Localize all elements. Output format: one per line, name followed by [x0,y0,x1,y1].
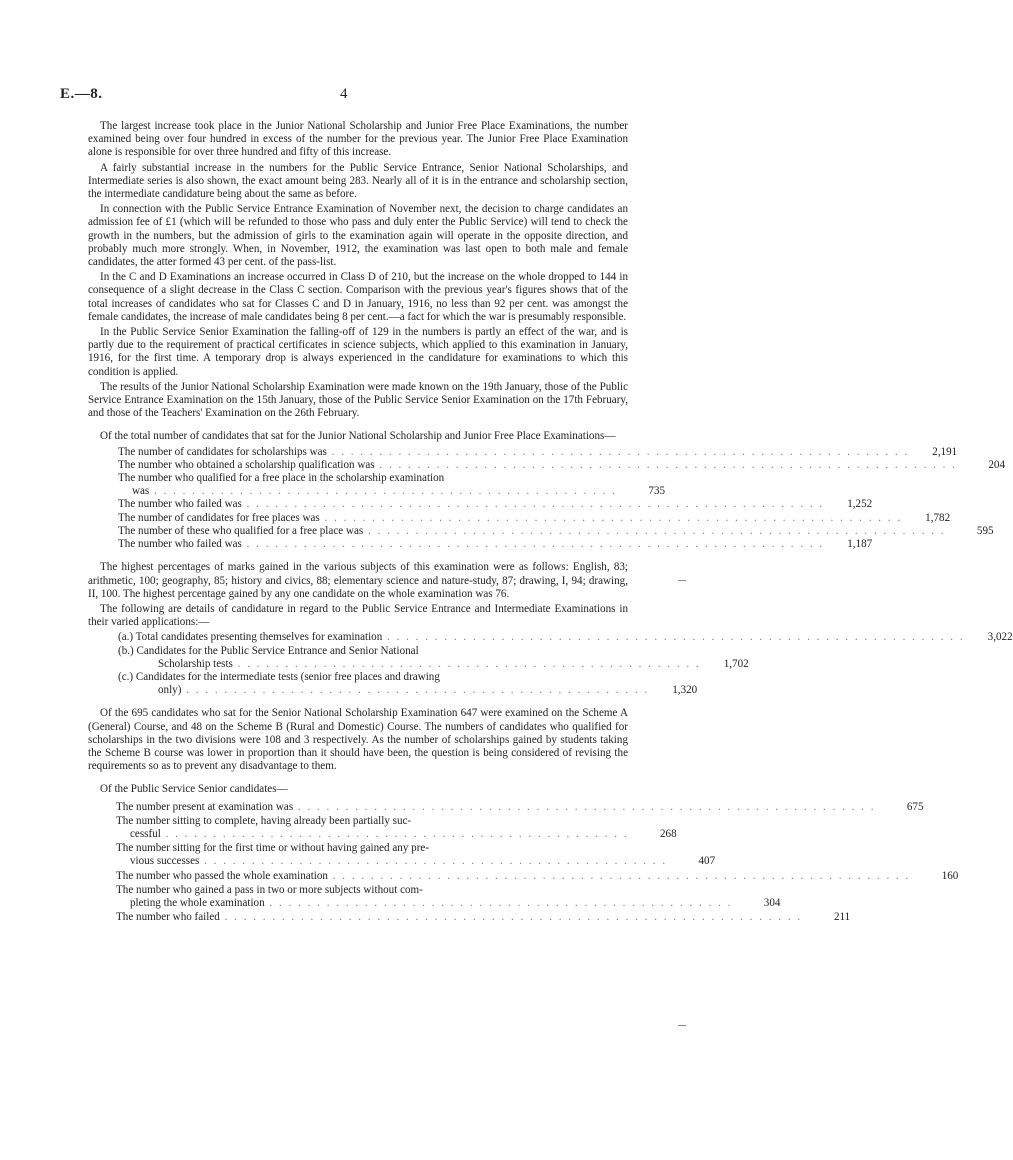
table-row [118,511,951,525]
row-value: 407 [698,855,716,868]
row-label: The number who passed the whole examination . . . [116,870,910,883]
paragraph: In the Public Service Senior Examination the falling-off of 129 in the numbers is partly an effect of the war, and is partly due to the requirement of practical certificates in science subjects, which applied to this examination in January, 1916, for the first time. A temporary drop is always experienced in the candidature for examinations to which this condition is applied. [88,326,628,378]
row-value: 1,782 [925,511,951,524]
table-row [118,644,749,671]
row-label: The number who failed was . . . [118,498,824,511]
row-label: The number present at examination was . . . [116,801,876,814]
details-table [118,631,1013,697]
row-label-line: cessful . . . [116,828,629,841]
row-value: 735 [648,485,666,498]
table-row [116,883,781,910]
row-value: 3,022 [987,631,1013,644]
row-value: 160 [941,869,959,882]
paragraph: In connection with the Public Service Entrance Examination of November next, the decision to charge candidates an admission fee of £1 (which will be refunded to those who pass and duly enter the Public Service) will tend to check the growth in the numbers, but the admission of girls to the examination again will operate in the opposite direction, and probably much more strongly. When, in November, 1912, the examination was last open to both male and female candidates, the atter formed 43 per cent. of the pass-list. [88,203,628,269]
row-value: 1,702 [723,657,749,670]
row-label-line: The number who qualified for a free place in the scholarship examination [118,472,445,485]
table-row [116,842,716,868]
senior-scholarship-paragraph: Of the 695 candidates who sat for the Senior National Scholarship Examination 647 were examined on the Scheme A (General) Course, and 48 on the Scheme B (Rural and Domestic) Course. The numbers of candidates who qualified for scholarships in the two divisions were 108 and 3 respectively. As the number of scholarships gained by students taking the Scheme B course was lower in proportion than it should have been, the question is being considered of revising the requirements so as to prevent any disadvantage to them. [88,707,628,773]
row-label [116,815,629,841]
row-label: The number who failed was . . . [118,538,824,551]
table-row [116,800,924,814]
row-label-line: was . . . [118,485,617,498]
junior-intro: Of the total number of candidates that sat for the Junior National Scholarship and Junior Free Place Examinations— [100,430,616,443]
table-row [118,498,873,511]
margin-mark [678,580,686,581]
row-value: 675 [906,800,924,813]
table-row [116,869,959,883]
row-label: The number who failed . . . [116,911,802,924]
document-body [88,120,1013,925]
row-value: 595 [976,524,994,537]
row-value: 268 [659,827,677,840]
row-label-line: (b.) Candidates for the Public Service Entrance and Senior National [118,644,419,657]
row-label [116,884,732,910]
row-label: The number of these who qualified for a free place was . . . [118,525,946,538]
paragraph: In the C and D Examinations an increase occurred in Class D of 210, but the increase on the whole dropped to 144 in consequence of a slight decrease in the Class C section. Comparison with the previous year's figures shows that of the total increases of candidates who sat for Classes C and D in January, 1916, no less than 92 per cent. was amongst the female candidates, the increase of male candidates being 8 per cent.—a fact for which the war is presumably responsible. [88,271,628,323]
row-label: The number of candidates for scholarships was . . . [118,446,909,459]
row-label: The number who obtained a scholarship qualification was . . . [118,459,957,472]
row-label-line: only) . . . [118,684,649,697]
table-row [118,631,1013,644]
row-label [118,671,649,697]
row-value: 204 [988,458,1005,471]
table-row [118,458,1005,472]
row-label-line: vious successes . . . [116,855,667,868]
ps-senior-table [116,800,959,925]
row-label-line: The number sitting to complete, having already been partially suc- [116,814,412,827]
row-label [116,842,667,868]
document-reference: E.—8. [60,86,103,102]
row-value: 1,320 [672,684,698,697]
row-value: 1,252 [847,498,873,511]
page-number: 4 [340,86,348,102]
paragraph: The results of the Junior National Scholarship Examination were made known on the 19th January, those of the Public Service Entrance Examination on the 15th January, those of the Public Service Senior Examination on the 17th February, and those of the Teachers' Examination on the 26th February. [88,380,628,420]
row-label: The number of candidates for free places was . . . [118,512,902,525]
row-value: 304 [763,896,781,909]
row-label: (a.) Total candidates presenting themselves for examination . . . [118,631,965,644]
paragraph: The largest increase took place in the Junior National Scholarship and Junior Free Place Examinations, the number examined being over four hundred in excess of the number for the previous year. The Junior Free Place Examination alone is responsible for over three hundred and fifty of this increase. [88,120,628,159]
ps-senior-intro: Of the Public Service Senior candidates— [100,783,288,796]
paragraph: A fairly substantial increase in the numbers for the Public Service Entrance, Senior National Scholarships, and Intermediate series is also shown, the exact amount being 283. Nearly all of it is in the entrance and scholarship section, the intermediate candidature being about the same as before. [88,161,628,201]
details-paragraph: The following are details of candidature in regard to the Public Service Entrance and Intermediate Examinations in their varied applications:— [88,602,628,629]
table-row [118,538,873,551]
row-label-line: pleting the whole examination . . . [116,897,732,910]
percentages-paragraph: The highest percentages of marks gained in the various subjects of this examination were as follows: English, 83; arithmetic, 100; geography, 85; history and civics, 88; elementary science and nature-study, 87; drawing, I, 94; drawing, II, 100. The highest percentage gained by any one candidate on the whole examination was 76. [88,561,628,600]
table-row [116,911,851,924]
table-row [118,445,958,459]
row-label-line: The number sitting for the first time or without having gained any pre- [116,842,430,855]
row-value: 211 [833,911,851,924]
row-value: 2,191 [932,445,958,458]
junior-table [118,445,1005,552]
row-label [118,472,617,498]
margin-mark [678,1025,686,1026]
row-label-line: The number who gained a pass in two or more subjects without com- [116,883,423,896]
table-row [118,472,666,498]
row-value: 1,187 [847,538,873,551]
table-row [118,670,698,697]
row-label-line: Scholarship tests . . . [118,658,701,671]
table-row [118,524,994,538]
row-label [118,645,701,671]
table-row [116,814,677,841]
row-label-line: (c.) Candidates for the intermediate tests (senior free places and drawing [118,670,440,683]
